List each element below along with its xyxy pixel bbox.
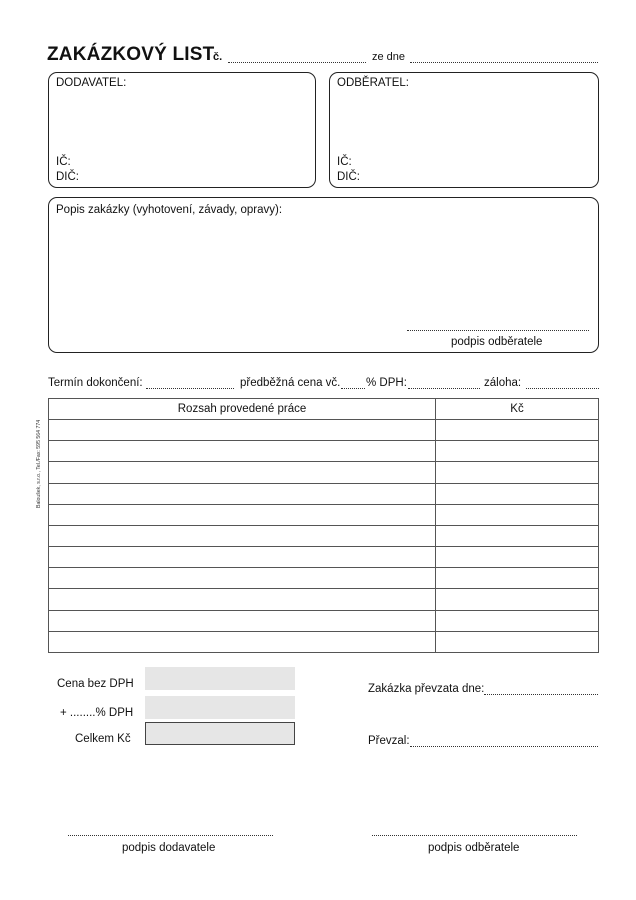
amount-cell[interactable] xyxy=(436,631,599,652)
table-row xyxy=(49,504,599,525)
table-row xyxy=(49,420,599,441)
received-by-field[interactable] xyxy=(410,746,598,747)
description-signature-line[interactable] xyxy=(407,330,589,331)
table-header-row xyxy=(49,399,599,420)
price-field[interactable] xyxy=(408,388,480,389)
description-heading: Popis zakázky (vyhotovení, závady, opravy): xyxy=(56,204,283,216)
deposit-field[interactable] xyxy=(526,388,599,389)
svg-text:Baloušek, s.r.o., Tel./Fax: 59: Baloušek, s.r.o., Tel./Fax: 595 564 774 xyxy=(36,419,42,508)
date-field[interactable] xyxy=(410,62,598,63)
vat-label: % DPH: xyxy=(366,377,407,389)
customer-ic-label: IČ: xyxy=(337,156,352,168)
amount-cell[interactable] xyxy=(436,610,599,631)
taken-over-date-field[interactable] xyxy=(484,694,598,695)
customer-signature-line[interactable] xyxy=(372,835,577,836)
vat-amount-field[interactable] xyxy=(145,696,295,719)
number-label: č. xyxy=(213,51,223,63)
received-by-label: Převzal: xyxy=(368,735,410,747)
table-row xyxy=(49,525,599,546)
date-label: ze dne xyxy=(372,51,406,63)
supplier-box[interactable] xyxy=(48,72,316,188)
work-description-cell[interactable] xyxy=(49,589,436,610)
supplier-signature-line[interactable] xyxy=(68,835,273,836)
table-row xyxy=(49,610,599,631)
customer-dic-label: DIČ: xyxy=(337,171,360,183)
supplier-heading: DODAVATEL: xyxy=(56,77,127,89)
net-price-label: Cena bez DPH xyxy=(57,678,134,690)
amount-cell[interactable] xyxy=(436,547,599,568)
work-description-cell[interactable] xyxy=(49,631,436,652)
work-description-cell[interactable] xyxy=(49,504,436,525)
completion-field[interactable] xyxy=(146,388,234,389)
work-description-cell[interactable] xyxy=(49,547,436,568)
column-header-work: Rozsah provedené práce xyxy=(49,399,436,420)
table-row xyxy=(49,462,599,483)
supplier-dic-label: DIČ: xyxy=(56,171,79,183)
table-row xyxy=(49,589,599,610)
customer-heading: ODBĚRATEL: xyxy=(337,77,409,89)
work-description-cell[interactable] xyxy=(49,441,436,462)
amount-cell[interactable] xyxy=(436,525,599,546)
table-row xyxy=(49,441,599,462)
side-print xyxy=(33,400,43,510)
taken-over-label: Zakázka převzata dne: xyxy=(368,683,485,695)
customer-signature-label: podpis odběratele xyxy=(428,842,520,854)
page-title: ZAKÁZKOVÝ LIST xyxy=(47,44,215,65)
column-header-amount: Kč xyxy=(436,399,599,420)
amount-cell[interactable] xyxy=(436,441,599,462)
net-price-field[interactable] xyxy=(145,667,295,690)
work-description-cell[interactable] xyxy=(49,568,436,589)
description-box[interactable] xyxy=(48,197,599,353)
supplier-signature-label: podpis dodavatele xyxy=(122,842,216,854)
table-row xyxy=(49,631,599,652)
amount-cell[interactable] xyxy=(436,589,599,610)
amount-cell[interactable] xyxy=(436,462,599,483)
total-label: Celkem Kč xyxy=(75,733,131,745)
completion-label: Termín dokončení: xyxy=(48,377,143,389)
total-field[interactable] xyxy=(145,722,295,745)
work-description-cell[interactable] xyxy=(49,462,436,483)
description-signature-label: podpis odběratele xyxy=(451,336,543,348)
work-description-cell[interactable] xyxy=(49,610,436,631)
deposit-label: záloha: xyxy=(484,377,522,389)
amount-cell[interactable] xyxy=(436,568,599,589)
table-row xyxy=(49,568,599,589)
table-row xyxy=(49,483,599,504)
work-description-cell[interactable] xyxy=(49,420,436,441)
table-row xyxy=(49,547,599,568)
price-label: předběžná cena vč. xyxy=(240,377,341,389)
customer-box[interactable] xyxy=(329,72,599,188)
amount-cell[interactable] xyxy=(436,504,599,525)
work-table xyxy=(48,398,599,653)
vat-rate-field[interactable] xyxy=(341,388,365,389)
work-description-cell[interactable] xyxy=(49,525,436,546)
amount-cell[interactable] xyxy=(436,420,599,441)
work-description-cell[interactable] xyxy=(49,483,436,504)
amount-cell[interactable] xyxy=(436,483,599,504)
vat-amount-label: + ........% DPH xyxy=(60,707,134,719)
supplier-ic-label: IČ: xyxy=(56,156,71,168)
number-field[interactable] xyxy=(228,62,366,63)
